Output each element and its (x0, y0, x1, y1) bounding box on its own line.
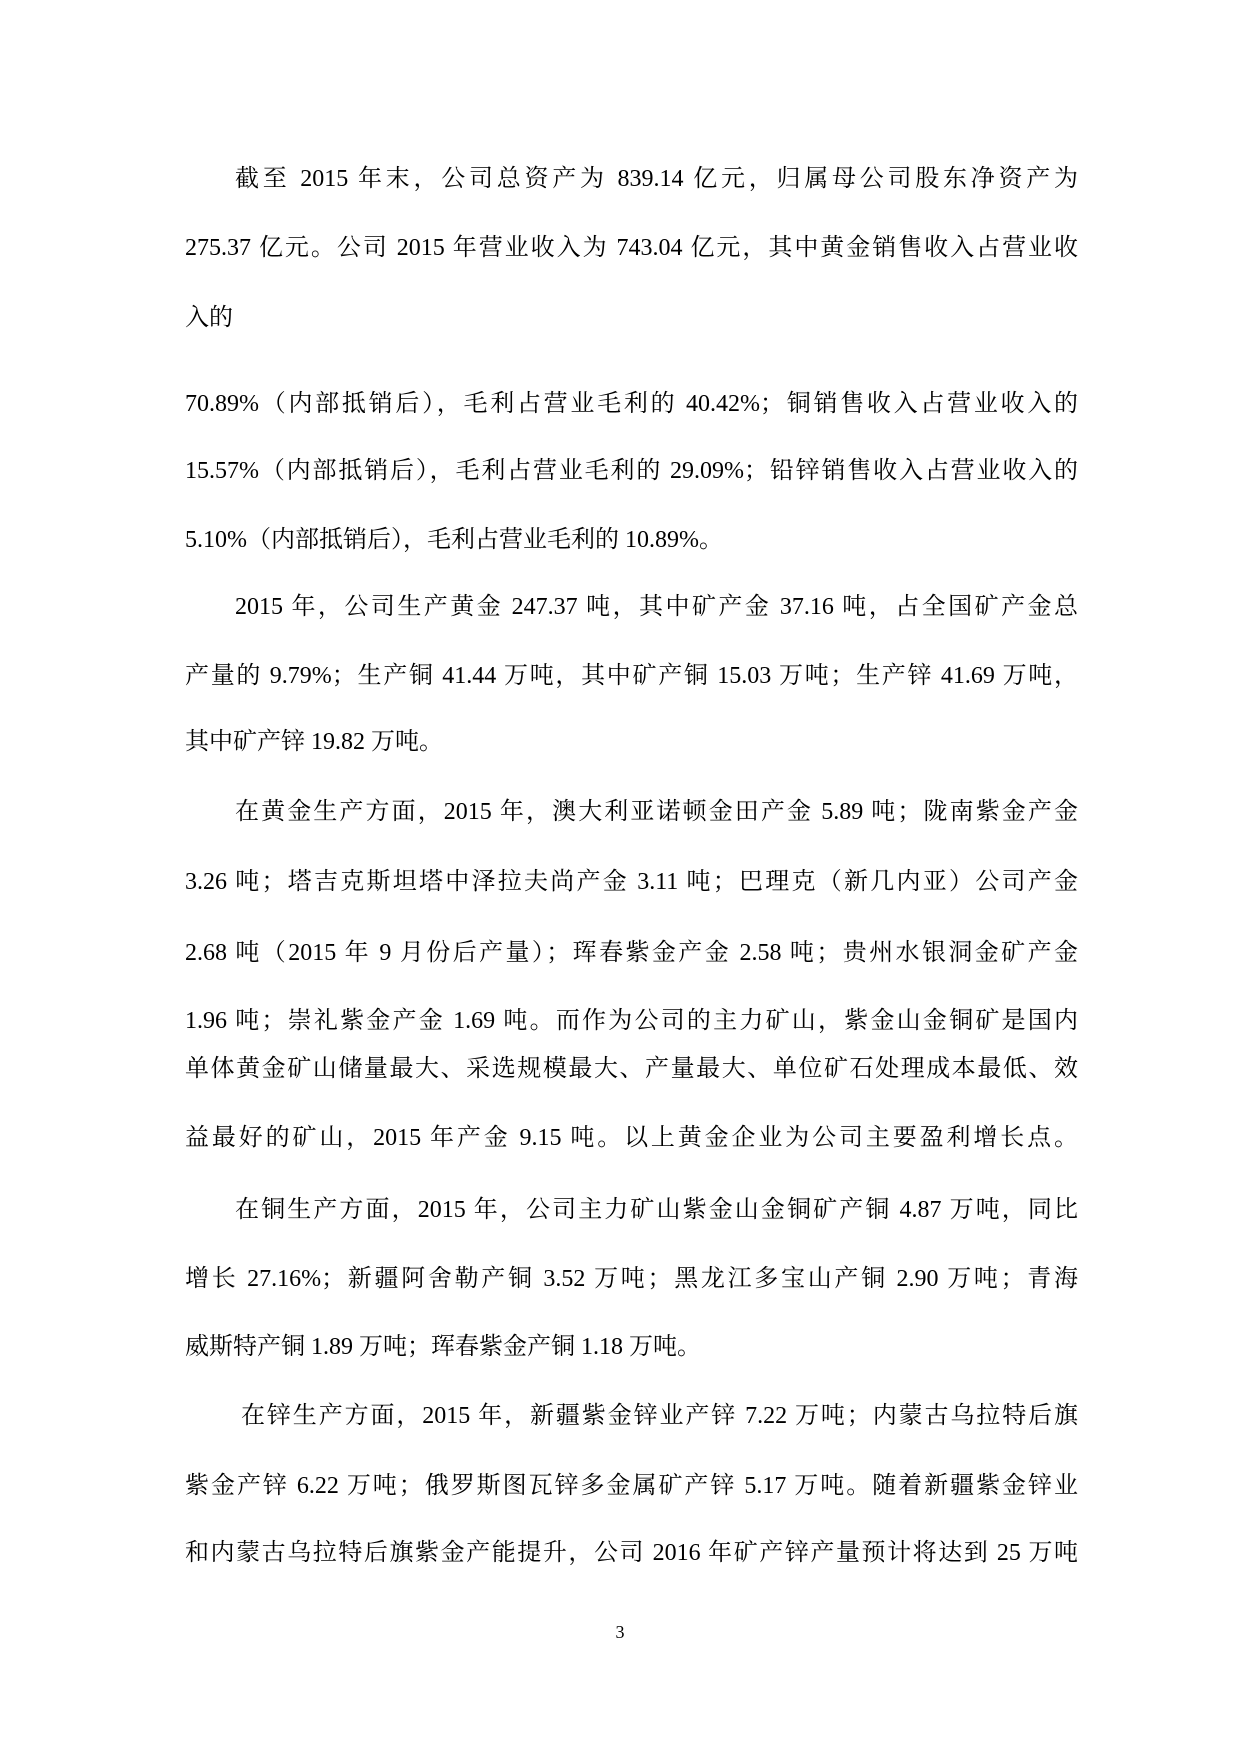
text-line: 在锌生产方面，2015 年，新疆紫金锌业产锌 7.22 万吨；内蒙古乌拉特后旗 (241, 1403, 1078, 1429)
text-line: 紫金产锌 6.22 万吨；俄罗斯图瓦锌多金属矿产锌 5.17 万吨。随着新疆紫金锌业 (185, 1473, 1078, 1499)
text-line: 和内蒙古乌拉特后旗紫金产能提升，公司 2016 年矿产锌产量预计将达到 25 万吨 (185, 1540, 1078, 1566)
text-line: 70.89%（内部抵销后），毛利占营业毛利的 40.42%；铜销售收入占营业收入的 (185, 391, 1078, 417)
page-number: 3 (615, 1622, 625, 1642)
text-line: 威斯特产铜 1.89 万吨；珲春紫金产铜 1.18 万吨。 (185, 1334, 701, 1360)
text-line: 增长 27.16%；新疆阿舍勒产铜 3.52 万吨；黑龙江多宝山产铜 2.90 万吨；青海 (185, 1266, 1078, 1292)
text-line: 2015 年，公司生产黄金 247.37 吨，其中矿产金 37.16 吨，占全国矿产金总 (235, 594, 1078, 620)
text-line: 在铜生产方面，2015 年，公司主力矿山紫金山金铜矿产铜 4.87 万吨，同比 (235, 1197, 1078, 1223)
text-line: 3.26 吨；塔吉克斯坦塔中泽拉夫尚产金 3.11 吨；巴理克（新几内亚）公司产金 (185, 869, 1078, 895)
text-line: 单体黄金矿山储量最大、采选规模最大、产量最大、单位矿石处理成本最低、效 (185, 1056, 1078, 1082)
text-line: 5.10%（内部抵销后），毛利占营业毛利的 10.89%。 (185, 527, 723, 553)
text-line: 产量的 9.79%；生产铜 41.44 万吨，其中矿产铜 15.03 万吨；生产锌 41.69 万吨， (185, 663, 1078, 689)
text-line: 15.57%（内部抵销后），毛利占营业毛利的 29.09%；铅锌销售收入占营业收入的 (185, 458, 1078, 484)
text-line: 益最好的矿山，2015 年产金 9.15 吨。以上黄金企业为公司主要盈利增长点。 (185, 1125, 1078, 1151)
text-line: 入的 (185, 305, 233, 331)
text-line: 275.37 亿元。公司 2015 年营业收入为 743.04 亿元，其中黄金销售收入占营业收 (185, 235, 1078, 261)
text-line: 其中矿产锌 19.82 万吨。 (185, 729, 443, 755)
text-line: 在黄金生产方面，2015 年，澳大利亚诺顿金田产金 5.89 吨；陇南紫金产金 (235, 799, 1078, 825)
text-line: 1.96 吨；崇礼紫金产金 1.69 吨。而作为公司的主力矿山，紫金山金铜矿是国内 (185, 1008, 1078, 1034)
text-line: 截至 2015 年末，公司总资产为 839.14 亿元，归属母公司股东净资产为 (235, 166, 1078, 192)
text-line: 2.68 吨（2015 年 9 月份后产量）；珲春紫金产金 2.58 吨；贵州水银洞金矿产金 (185, 940, 1078, 966)
